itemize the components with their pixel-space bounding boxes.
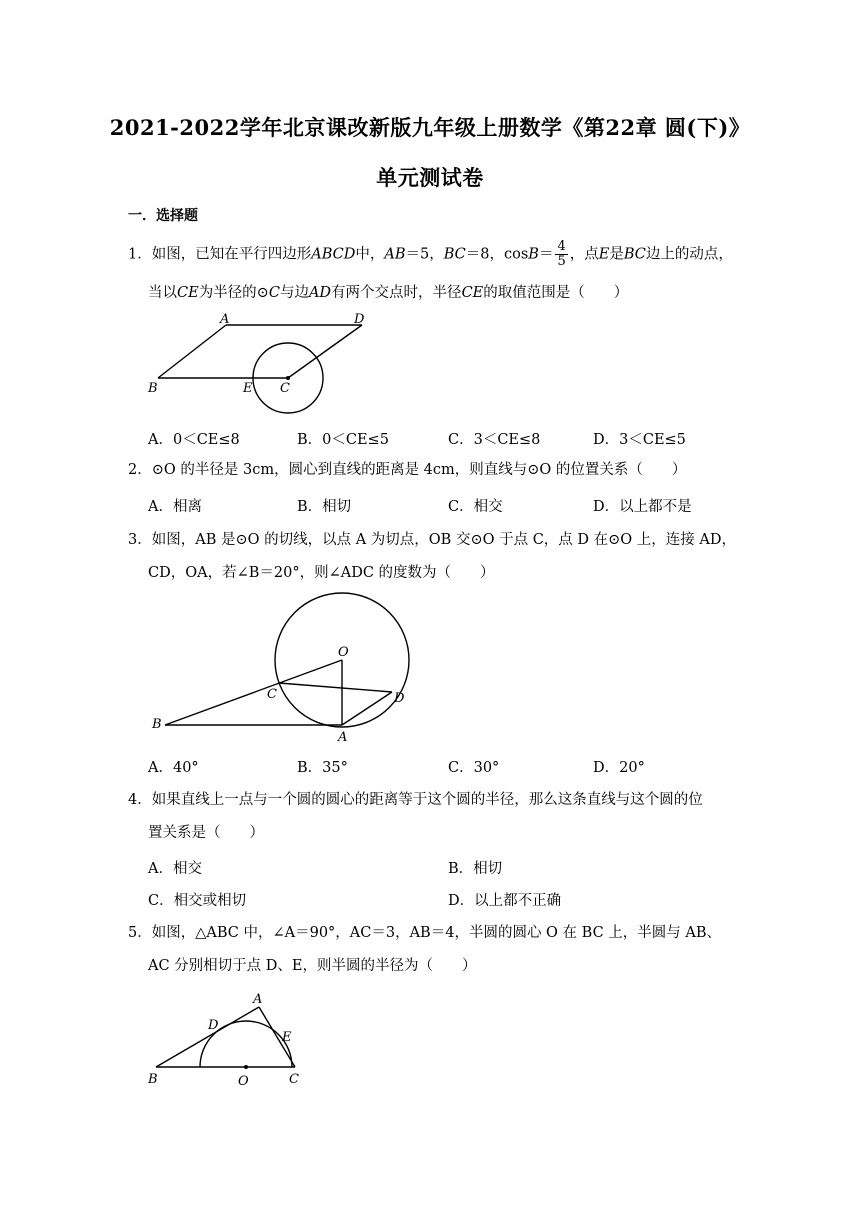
q2-option-d: D．以上都不是 (593, 499, 692, 515)
q3-label-d: D (394, 691, 405, 706)
q1-label-e: E (243, 381, 253, 396)
q5-label-d: D (208, 1018, 219, 1033)
section-heading: 一．选择题 (128, 208, 198, 224)
q4-option-a: A．相交 (148, 861, 202, 877)
q5-label-b: B (148, 1072, 158, 1087)
q3-line1: 3．如图，AB 是⊙O 的切线，以点 A 为切点，OB 交⊙O 于点 C，点 D 在⊙O 上，连接 AD， (128, 532, 736, 548)
q3-option-d: D．20° (593, 760, 645, 776)
page-title-line2: 单元测试卷 (376, 165, 484, 190)
q3-label-o: O (338, 645, 349, 660)
q3-option-b: B．35° (297, 760, 348, 776)
q4-line2: 置关系是（ ） (148, 825, 264, 841)
q3-line2: CD，OA，若∠B＝20°，则∠ADC 的度数为（ ） (148, 565, 495, 581)
q3-label-a: A (338, 730, 348, 745)
q1-label-c: C (280, 381, 290, 396)
q2-option-a: A．相离 (148, 499, 202, 515)
q1-option-c: C．3＜CE≤8 (448, 432, 541, 448)
q2-option-c: C．相交 (448, 499, 503, 515)
q2-stem: 2．⊙O 的半径是 3cm，圆心到直线的距离是 4cm，则直线与⊙O 的位置关系（ ） (128, 462, 687, 478)
q1-option-d: D．3＜CE≤5 (593, 432, 686, 448)
q4-option-b: B．相切 (448, 861, 503, 877)
q1-figure (140, 305, 380, 415)
q3-label-c: C (267, 687, 277, 702)
q4-option-d: D．以上都不正确 (448, 893, 562, 909)
q5-label-c: C (289, 1072, 299, 1087)
q4-line1: 4．如果直线上一点与一个圆的圆心的距离等于这个圆的半径，那么这条直线与这个圆的位 (128, 792, 703, 808)
q5-label-a: A (253, 992, 263, 1007)
q1-label-b: B (148, 381, 158, 396)
q5-figure (140, 985, 320, 1095)
q4-option-c: C．相交或相切 (148, 893, 247, 909)
q5-label-o: O (238, 1074, 249, 1089)
q1-line1: 1．如图，已知在平行四边形ABCD中，AB＝5，BC＝8，cosB＝ $\frac{4}{5}$ ，点E是BC边上的动点， (128, 239, 733, 269)
q1-fraction: $\frac{4}{5}$ (557, 239, 566, 269)
q2-option-b: B．相切 (297, 499, 352, 515)
q3-figure (140, 595, 420, 750)
q1-option-b: B．0＜CE≤5 (297, 432, 389, 448)
q1-option-a: A．0＜CE≤8 (148, 432, 240, 448)
q3-option-a: A．40° (148, 760, 199, 776)
q3-label-b: B (152, 717, 162, 732)
q5-label-e: E (282, 1030, 292, 1045)
q1-label-a: A (220, 312, 230, 327)
q3-option-c: C．30° (448, 760, 500, 776)
q1-label-d: D (354, 312, 365, 327)
q5-line1: 5．如图，△ABC 中，∠A＝90°，AC＝3，AB＝4，半圆的圆心 O 在 BC 上，半圆与 AB、 (128, 925, 722, 941)
q1-line2: 当以CE为半径的⊙C与边AD有两个交点时，半径CE的取值范围是（ ） (148, 285, 629, 301)
page-title-line1: 2021-2022学年北京课改新版九年级上册数学《第22章 圆(下)》 (109, 115, 751, 140)
q5-line2: AC 分别相切于点 D、E，则半圆的半径为（ ） (148, 958, 477, 974)
